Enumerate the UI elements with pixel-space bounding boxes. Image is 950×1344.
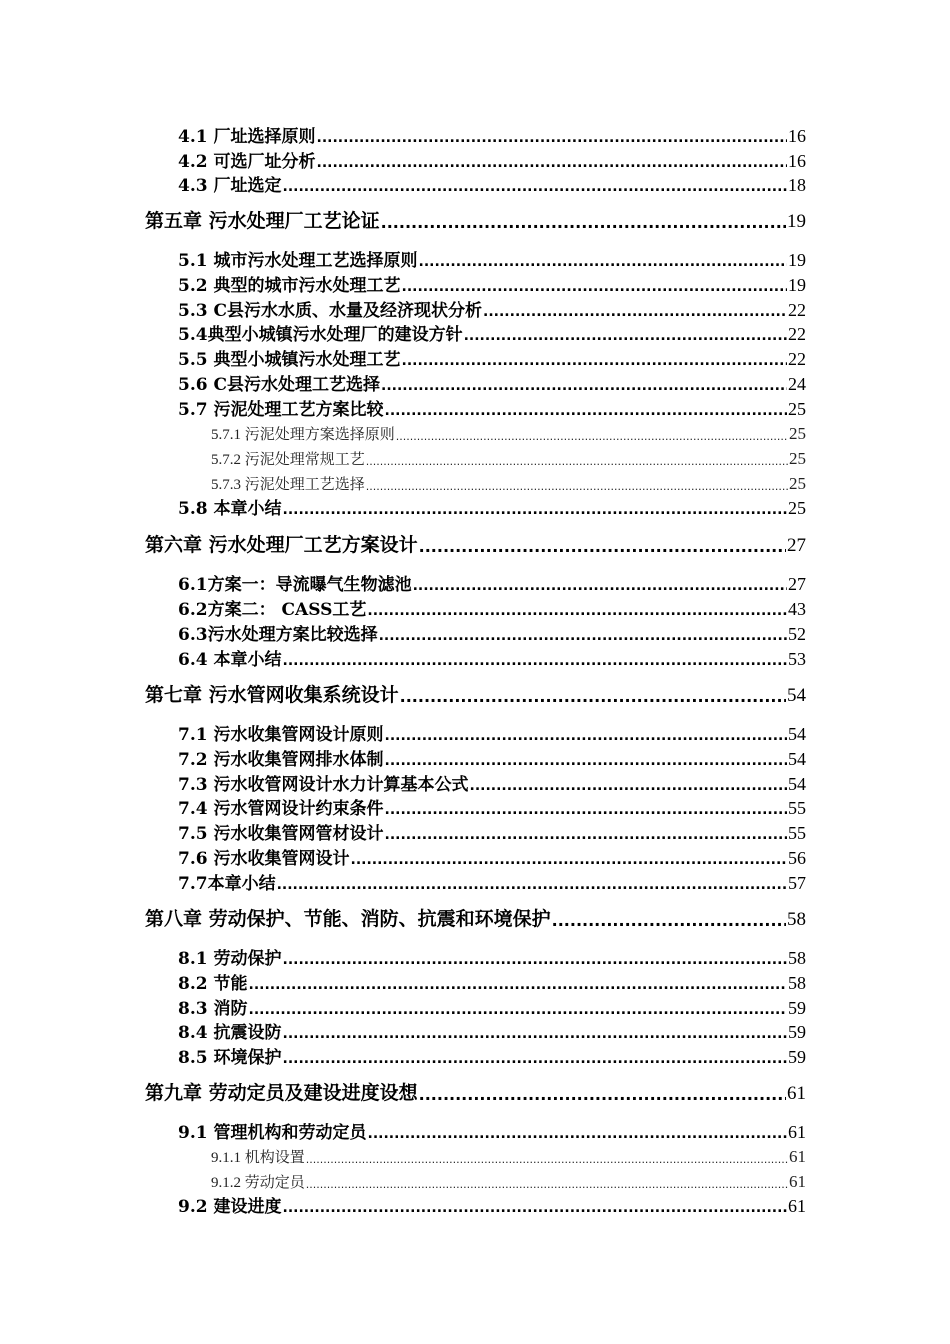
toc-entry-page: 55 [788, 798, 806, 818]
toc-entry-title: 5.3 C县污水水质、水量及经济现状分析 [178, 301, 483, 321]
toc-leader-dots [283, 652, 788, 670]
toc-entry-title: 第五章 污水处理厂工艺论证 [145, 210, 380, 232]
toc-entry-page: 61 [788, 1122, 806, 1142]
toc-entry-title: 5.5 典型小城镇污水处理工艺 [178, 350, 401, 370]
toc-entry[interactable] [178, 398, 806, 420]
toc-entry[interactable] [211, 1172, 806, 1192]
toc-entry-page: 58 [787, 909, 806, 930]
toc-entry-page: 61 [787, 1083, 806, 1104]
toc-entry[interactable] [178, 972, 806, 994]
toc-entry-page: 25 [788, 498, 806, 518]
toc-entry[interactable] [178, 150, 806, 172]
toc-leader-dots [402, 352, 788, 370]
toc-entry[interactable] [178, 872, 806, 894]
toc-entry-title: 7.2 污水收集管网排水体制 [178, 750, 384, 770]
toc-entry-page: 25 [789, 449, 806, 468]
toc-entry[interactable] [178, 947, 806, 969]
toc-entry-title: 5.4典型小城镇污水处理厂的建设方针 [178, 325, 463, 345]
toc-entry[interactable] [178, 323, 806, 345]
toc-entry[interactable] [178, 847, 806, 869]
toc-entry-page: 52 [788, 624, 806, 644]
toc-leader-dots [483, 303, 787, 321]
toc-entry-title: 4.1 厂址选择原则 [178, 127, 316, 147]
toc-entry-page: 56 [788, 848, 806, 868]
toc-entry[interactable] [145, 209, 806, 233]
toc-entry[interactable] [145, 907, 806, 931]
toc-leader-dots [317, 154, 788, 172]
toc-leader-dots [283, 1050, 788, 1068]
toc-entry-page: 16 [788, 151, 806, 171]
toc-leader-dots [366, 455, 788, 469]
toc-entry-page: 27 [788, 574, 806, 594]
toc-leader-dots [379, 627, 787, 645]
toc-entry[interactable] [178, 797, 806, 819]
toc-entry-title: 9.1 管理机构和劳动定员 [178, 1123, 367, 1143]
toc-leader-dots [283, 501, 788, 519]
toc-leader-dots [413, 577, 787, 595]
toc-entry-title: 第六章 污水处理厂工艺方案设计 [145, 534, 418, 556]
toc-entry[interactable] [211, 474, 806, 494]
toc-entry[interactable] [211, 449, 806, 469]
toc-entry-title: 7.7本章小结 [178, 874, 276, 894]
toc-entry-title: 5.7.1 污泥处理方案选择原则 [211, 427, 395, 443]
toc-entry-title: 5.7 污泥处理工艺方案比较 [178, 400, 384, 420]
toc-leader-dots [385, 801, 788, 819]
toc-entry-page: 43 [788, 599, 806, 619]
toc-entry-page: 59 [788, 1022, 806, 1042]
toc-entry-title: 7.1 污水收集管网设计原则 [178, 725, 384, 745]
toc-leader-dots [277, 876, 787, 894]
toc-leader-dots [283, 1025, 788, 1043]
toc-entry-page: 54 [787, 685, 806, 706]
toc-entry[interactable] [178, 348, 806, 370]
toc-entry-page: 59 [788, 998, 806, 1018]
toc-entry-page: 16 [788, 126, 806, 146]
toc-entry[interactable] [178, 997, 806, 1019]
toc-entry[interactable] [178, 497, 806, 519]
toc-leader-dots [402, 278, 788, 296]
toc-leader-dots [283, 178, 788, 196]
toc-leader-dots [385, 727, 788, 745]
toc-entry[interactable] [178, 1021, 806, 1043]
toc-entry-page: 22 [788, 349, 806, 369]
toc-entry-title: 6.4 本章小结 [178, 650, 282, 670]
toc-entry[interactable] [178, 748, 806, 770]
toc-leader-dots [385, 402, 788, 420]
toc-entry-page: 61 [788, 1196, 806, 1216]
toc-entry-title: 8.4 抗震设防 [178, 1023, 282, 1043]
toc-entry[interactable] [178, 648, 806, 670]
toc-entry-title: 4.2 可选厂址分析 [178, 152, 316, 172]
toc-leader-dots [419, 537, 786, 557]
toc-entry-page: 61 [789, 1147, 806, 1166]
toc-leader-dots [385, 826, 788, 844]
toc-leader-dots [396, 430, 788, 444]
toc-entry[interactable] [178, 174, 806, 196]
toc-entry[interactable] [178, 573, 806, 595]
toc-entry[interactable] [178, 623, 806, 645]
toc-entry-title: 8.3 消防 [178, 999, 248, 1019]
toc-entry-title: 8.2 节能 [178, 974, 248, 994]
toc-entry-page: 54 [788, 774, 806, 794]
toc-leader-dots [470, 777, 788, 795]
toc-leader-dots [249, 1001, 788, 1019]
toc-entry[interactable] [178, 598, 806, 620]
toc-leader-dots [368, 1125, 788, 1143]
toc-entry-page: 57 [788, 873, 806, 893]
toc-leader-dots [367, 602, 787, 620]
toc-entry[interactable] [178, 274, 806, 296]
toc-entry-page: 18 [788, 175, 806, 195]
toc-leader-dots [366, 480, 788, 494]
toc-entry[interactable] [178, 299, 806, 321]
toc-entry-title: 第七章 污水管网收集系统设计 [145, 684, 399, 706]
toc-entry-page: 19 [787, 211, 806, 232]
toc-entry-title: 9.1.2 劳动定员 [211, 1175, 305, 1191]
toc-entry-page: 54 [788, 749, 806, 769]
toc-leader-dots [381, 213, 786, 233]
toc-leader-dots [351, 851, 788, 869]
toc-entry-title: 6.2方案二： CASS工艺 [178, 600, 367, 620]
toc-entry-title: 7.3 污水收管网设计水力计算基本公式 [178, 775, 469, 795]
toc-entry[interactable] [178, 125, 806, 147]
toc-entry-page: 25 [788, 399, 806, 419]
toc-entry-page: 55 [788, 823, 806, 843]
toc-leader-dots [249, 976, 788, 994]
toc-entry[interactable] [178, 373, 806, 395]
toc-entry[interactable] [178, 723, 806, 745]
toc-entry[interactable] [211, 424, 806, 444]
toc-entry-page: 53 [788, 649, 806, 669]
toc-leader-dots [385, 752, 788, 770]
toc-entry-title: 5.1 城市污水处理工艺选择原则 [178, 251, 418, 271]
toc-entry-title: 5.2 典型的城市污水处理工艺 [178, 276, 401, 296]
toc-entry-title: 6.1方案一：导流曝气生物滤池 [178, 575, 412, 595]
toc-entry-page: 25 [789, 474, 806, 493]
toc-entry[interactable] [178, 822, 806, 844]
toc-entry-title: 7.4 污水管网设计约束条件 [178, 799, 384, 819]
toc-entry-title: 9.2 建设进度 [178, 1197, 282, 1217]
toc-leader-dots [381, 377, 787, 395]
toc-entry-page: 19 [788, 275, 806, 295]
toc-entry-title: 7.5 污水收集管网管材设计 [178, 824, 384, 844]
toc-leader-dots [306, 1178, 788, 1192]
toc-entry-title: 第八章 劳动保护、节能、消防、抗震和环境保护 [145, 908, 551, 930]
toc-entry-page: 58 [788, 948, 806, 968]
toc-entry-title: 5.7.3 污泥处理工艺选择 [211, 477, 365, 493]
toc-entry-page: 59 [788, 1047, 806, 1067]
toc-leader-dots [464, 327, 787, 345]
toc-entry[interactable] [145, 1081, 806, 1105]
toc-entry-title: 4.3 厂址选定 [178, 176, 282, 196]
toc-entry-title: 6.3污水处理方案比较选择 [178, 625, 378, 645]
toc-entry[interactable] [211, 1147, 806, 1167]
toc-leader-dots [419, 1085, 786, 1105]
toc-entry-page: 19 [788, 250, 806, 270]
toc-entry[interactable] [178, 1121, 806, 1143]
toc-leader-dots [317, 129, 788, 147]
toc-entry[interactable] [145, 683, 806, 707]
toc-entry-page: 22 [788, 300, 806, 320]
toc-entry[interactable] [178, 249, 806, 271]
toc-entry-page: 22 [788, 324, 806, 344]
toc-entry[interactable] [178, 1046, 806, 1068]
toc-entry-page: 27 [787, 535, 806, 556]
toc-entry-title: 7.6 污水收集管网设计 [178, 849, 350, 869]
toc-entry-title: 5.6 C县污水处理工艺选择 [178, 375, 381, 395]
toc-entry-page: 61 [789, 1172, 806, 1191]
toc-leader-dots [419, 253, 788, 271]
toc-entry[interactable] [178, 773, 806, 795]
toc-entry-title: 9.1.1 机构设置 [211, 1150, 305, 1166]
toc-leader-dots [283, 1199, 788, 1217]
toc-entry[interactable] [178, 1195, 806, 1217]
toc-entry[interactable] [145, 533, 806, 557]
toc-leader-dots [283, 951, 788, 969]
toc-entry-title: 8.5 环境保护 [178, 1048, 282, 1068]
toc-leader-dots [306, 1153, 788, 1167]
toc-entry-title: 5.7.2 污泥处理常规工艺 [211, 452, 365, 468]
toc-leader-dots [400, 687, 786, 707]
toc-entry-page: 24 [788, 374, 806, 394]
toc-entry-page: 58 [788, 973, 806, 993]
toc-entry-title: 第九章 劳动定员及建设进度设想 [145, 1082, 418, 1104]
toc-entry-page: 54 [788, 724, 806, 744]
toc-entry-title: 8.1 劳动保护 [178, 949, 282, 969]
toc-leader-dots [552, 911, 786, 931]
toc-entry-title: 5.8 本章小结 [178, 499, 282, 519]
toc-entry-page: 25 [789, 424, 806, 443]
